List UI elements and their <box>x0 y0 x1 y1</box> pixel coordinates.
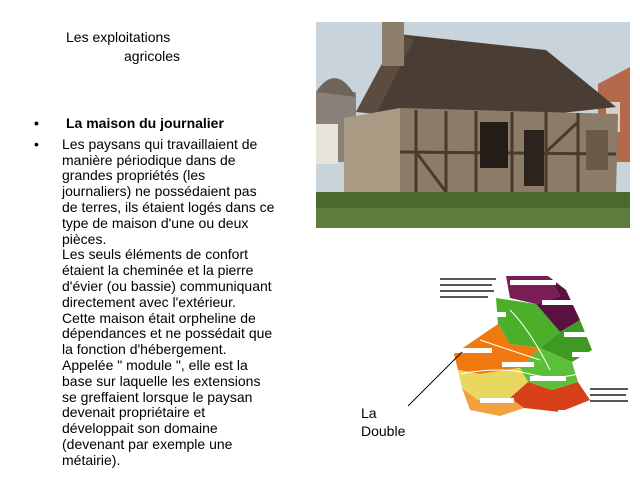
bullet-body-text: Les paysans qui travaillaient de manière périodique dans de grandes propriétés (les journaliers) ne possédaient pas de terres, ils étaient logés dans ce type de maison d'une ou deux pièces. Les seuls éléments de confort étaient la cheminée et la pierre d'évier (ou bassie) communiquant directement avec l'extérieur. Cette maison était orpheline de dépendances et ne possédait que la fonction d'hébergement. Appelée " module ", elle est la base sur laquelle les extensions se greffaient lorsque le paysan devenait propriétaire et développait son domaine (devenant par exemple une métairie). <box>62 135 275 468</box>
bullet-list <box>34 116 314 469</box>
timber-house-photo <box>316 22 630 228</box>
bullet-marker: • <box>34 135 39 152</box>
house-photo <box>316 22 630 228</box>
region-map <box>440 270 632 420</box>
title-line-2: agricoles <box>124 48 181 64</box>
bullet-heading: La maison du journalier <box>66 115 224 131</box>
bullet-marker: • <box>34 115 39 131</box>
title-line-1: Les exploitations <box>66 29 171 45</box>
list-item <box>34 137 314 469</box>
slide-title <box>66 28 206 66</box>
list-item <box>34 116 314 132</box>
dordogne-map-image <box>440 270 632 420</box>
map-label-la-double: La Double <box>361 405 406 439</box>
